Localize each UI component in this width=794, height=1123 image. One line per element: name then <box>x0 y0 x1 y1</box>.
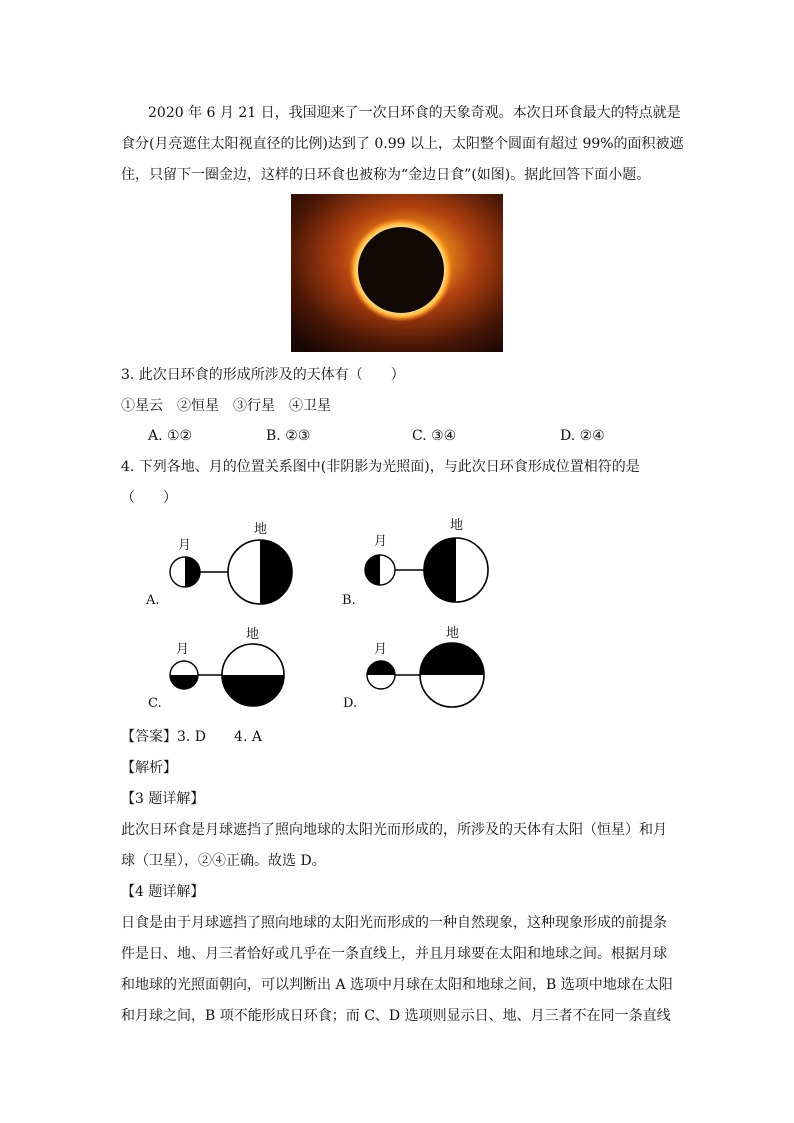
intro-line-2: 食分(月亮遮住太阳视直径的比例)达到了 0.99 以上，太阳整个圆面有超过 99%的面积被遮 <box>121 136 684 152</box>
annular-eclipse-photo <box>291 194 503 352</box>
figure-d-label: D. <box>343 696 358 711</box>
figure-c-moon-label: 月 <box>176 642 190 657</box>
figure-a <box>146 520 306 612</box>
figure-a-label: A. <box>146 593 160 608</box>
question-4-blank: （ ） <box>121 490 177 506</box>
figure-d-moon-label: 月 <box>374 642 388 657</box>
question-4-detail-line-1: 日食是由于月球遮挡了照向地球的太阳光而形成的一种自然现象，这种现象形成的前提条 <box>121 915 667 931</box>
figure-a-earth-label: 地 <box>254 522 268 537</box>
analysis-heading: 【解析】 <box>121 760 177 776</box>
intro-line-3: 住，只留下一圈金边，这样的日环食也被称为“金边日食”(如图)。据此回答下面小题。 <box>121 167 651 183</box>
question-3-option-c: C. ③④ <box>412 428 457 444</box>
question-3-detail-line-2: 球（卫星），②④正确。故选 D。 <box>121 853 326 869</box>
figure-a-moon-label: 月 <box>178 538 192 553</box>
question-3-detail-line-1: 此次日环食是月球遮挡了照向地球的太阳光而形成的，所涉及的天体有太阳（恒星）和月 <box>121 822 667 838</box>
question-4-stem: 4. 下列各地、月的位置关系图中(非阴影为光照面)，与此次日环食形成位置相符的是 <box>121 459 640 475</box>
question-3-items: ①星云 ②恒星 ③行星 ④卫星 <box>121 398 331 414</box>
figure-c-earth-label: 地 <box>246 627 260 642</box>
figure-b <box>340 516 500 608</box>
intro-line-1: 2020 年 6 月 21 日，我国迎来了一次日环食的天象奇观。本次日环食最大的特点就是 <box>148 105 681 121</box>
question-3-option-b: B. ②③ <box>266 428 311 444</box>
figure-b-diagram <box>340 516 500 608</box>
question-3-detail-heading: 【3 题详解】 <box>121 791 205 807</box>
question-3-option-d: D. ②④ <box>560 428 605 444</box>
question-4-detail-line-3: 和地球的光照面朝向，可以判断出 A 选项中月球在太阳和地球之间，B 选项中地球在太阳 <box>121 977 673 993</box>
figure-b-earth-label: 地 <box>450 518 464 533</box>
answer-line: 【答案】3. D 4. A <box>121 729 262 745</box>
figure-b-label: B. <box>342 593 356 608</box>
figure-d-diagram <box>340 624 500 716</box>
question-4-detail-line-4: 和月球之间，B 项不能形成日环食；而 C、D 选项则显示日、地、月三者不在同一条直线 <box>121 1008 671 1024</box>
figure-c-label: C. <box>148 696 162 711</box>
figure-d <box>340 624 500 716</box>
figure-a-diagram <box>146 520 306 612</box>
question-4-detail-line-2: 件是日、地、月三者恰好或几乎在一条直线上，并且月球要在太阳和地球之间。根据月球 <box>121 946 667 962</box>
figure-c-diagram <box>146 624 306 716</box>
question-3-stem: 3. 此次日环食的形成所涉及的天体有（ ） <box>121 367 405 383</box>
figure-b-moon-label: 月 <box>374 534 388 549</box>
question-3-option-a: A. ①② <box>148 428 193 444</box>
question-4-detail-heading: 【4 题详解】 <box>121 884 205 900</box>
figure-d-earth-label: 地 <box>446 626 460 641</box>
figure-c <box>146 624 306 716</box>
